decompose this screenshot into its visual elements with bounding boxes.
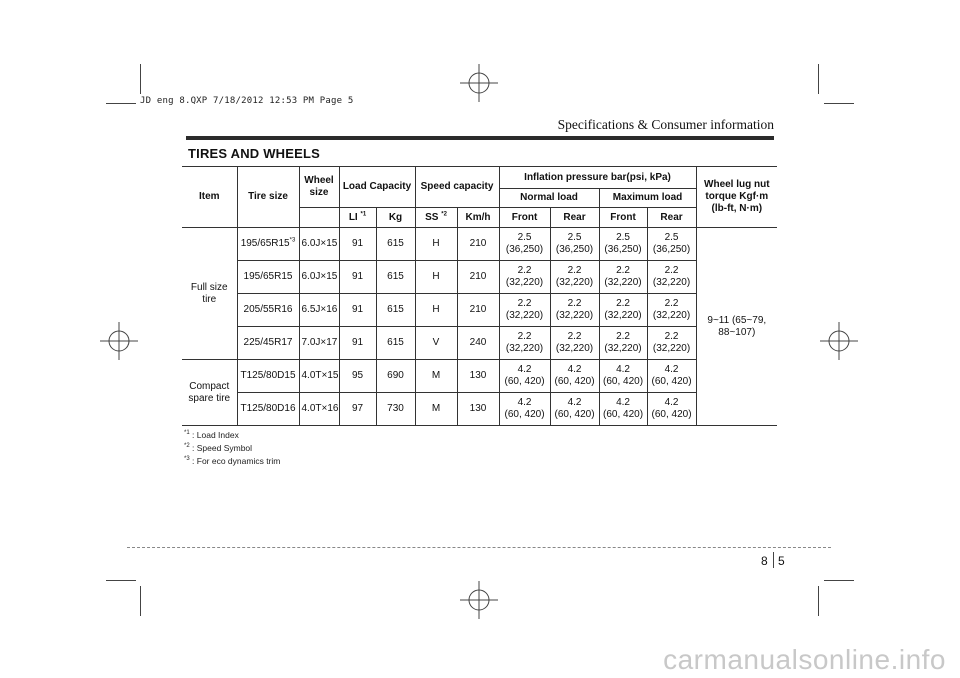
max-rear-cell: 2.2 (32,220)	[647, 294, 696, 327]
crop-mark	[824, 103, 854, 104]
tire-size-cell: 195/65R15$^{*3}$	[237, 228, 299, 261]
table-row	[182, 261, 777, 294]
crop-mark	[818, 586, 819, 616]
max-rear-cell: 2.5 (36,250)	[647, 228, 696, 261]
ss-cell: H	[415, 228, 457, 261]
max-front-cell: 2.2 (32,220)	[599, 261, 647, 294]
footnote-speed-symbol: $^{*2}$ : Speed Symbol	[184, 443, 253, 453]
li-cell: 91	[339, 294, 376, 327]
footnote-eco-trim: $^{*3}$ : For eco dynamics trim	[184, 456, 281, 466]
ss-cell: M	[415, 393, 457, 426]
normal-rear-cell: 2.2 (32,220)	[550, 261, 599, 294]
normal-rear-cell: 4.2 (60, 420)	[550, 360, 599, 393]
table-row	[182, 360, 777, 393]
max-rear-cell: 2.2 (32,220)	[647, 261, 696, 294]
header-load-capacity: Load Capacity	[339, 167, 415, 208]
header-speed-capacity: Speed capacity	[415, 167, 499, 208]
normal-front-cell: 2.5 (36,250)	[499, 228, 550, 261]
tire-size-cell: 225/45R17	[237, 327, 299, 360]
registration-mark-icon	[96, 318, 142, 364]
table-row	[182, 294, 777, 327]
header-rear-max: Rear	[647, 208, 696, 228]
ss-cell: V	[415, 327, 457, 360]
normal-front-cell: 4.2 (60, 420)	[499, 360, 550, 393]
normal-rear-cell: 2.2 (32,220)	[550, 327, 599, 360]
li-cell: 97	[339, 393, 376, 426]
max-front-cell: 2.5 (36,250)	[599, 228, 647, 261]
header-kg: Kg	[376, 208, 415, 228]
tire-spec-table	[182, 166, 777, 426]
kg-cell: 615	[376, 228, 415, 261]
crop-mark	[106, 103, 136, 104]
tire-size-cell: T125/80D16	[237, 393, 299, 426]
page-number-divider	[773, 552, 774, 568]
max-front-cell: 4.2 (60, 420)	[599, 360, 647, 393]
li-cell: 95	[339, 360, 376, 393]
watermark: carmanualsonline.info	[663, 644, 946, 675]
header-front-normal: Front	[499, 208, 550, 228]
kmh-cell: 210	[457, 228, 499, 261]
kmh-cell: 240	[457, 327, 499, 360]
section-title: TIRES AND WHEELS	[188, 146, 321, 161]
ss-cell: H	[415, 261, 457, 294]
table-row	[182, 228, 777, 261]
max-front-cell: 4.2 (60, 420)	[599, 393, 647, 426]
tire-size-cell: T125/80D15	[237, 360, 299, 393]
normal-front-cell: 2.2 (32,220)	[499, 261, 550, 294]
group-full-size-tire: Full size tire	[182, 228, 237, 360]
kg-cell: 615	[376, 294, 415, 327]
wheel-size-cell: 6.5J×16	[299, 294, 339, 327]
max-rear-cell: 4.2 (60, 420)	[647, 360, 696, 393]
header-normal-load: Normal load	[499, 189, 599, 208]
li-cell: 91	[339, 327, 376, 360]
header-wheel-size-blank	[299, 208, 339, 228]
wheel-size-cell: 7.0J×17	[299, 327, 339, 360]
max-front-cell: 2.2 (32,220)	[599, 294, 647, 327]
chapter-number: 8	[761, 554, 768, 568]
max-rear-cell: 4.2 (60, 420)	[647, 393, 696, 426]
wheel-size-cell: 6.0J×15	[299, 228, 339, 261]
registration-mark-icon	[456, 60, 502, 106]
header-li: LI $^{*1}$	[339, 208, 376, 228]
normal-rear-cell: 2.2 (32,220)	[550, 294, 599, 327]
kmh-cell: 130	[457, 360, 499, 393]
running-header: Specifications & Consumer information	[557, 117, 774, 132]
footnote-load-index: $^{*1}$ : Load Index	[184, 430, 239, 440]
lug-nut-torque-cell: 9~11 (65~79, 88~107)	[696, 228, 777, 426]
footer-rule	[127, 547, 831, 548]
wheel-size-cell: 4.0T×16	[299, 393, 339, 426]
header-rule	[186, 136, 774, 140]
max-front-cell: 2.2 (32,220)	[599, 327, 647, 360]
kg-cell: 615	[376, 261, 415, 294]
header-wheel-size: Wheel size	[299, 167, 339, 208]
crop-mark	[140, 64, 141, 94]
li-cell: 91	[339, 228, 376, 261]
tire-size-cell: 205/55R16	[237, 294, 299, 327]
wheel-size-cell: 4.0T×15	[299, 360, 339, 393]
table-row	[182, 327, 777, 360]
print-slug: JD eng 8.QXP 7/18/2012 12:53 PM Page 5	[140, 96, 354, 106]
tire-size-cell: 195/65R15	[237, 261, 299, 294]
header-maximum-load: Maximum load	[599, 189, 696, 208]
kg-cell: 615	[376, 327, 415, 360]
max-rear-cell: 2.2 (32,220)	[647, 327, 696, 360]
crop-mark	[106, 580, 136, 581]
registration-mark-icon	[456, 577, 502, 623]
crop-mark	[824, 580, 854, 581]
header-item: Item	[182, 167, 237, 228]
ss-cell: H	[415, 294, 457, 327]
header-kmh: Km/h	[457, 208, 499, 228]
kg-cell: 690	[376, 360, 415, 393]
normal-front-cell: 2.2 (32,220)	[499, 327, 550, 360]
registration-mark-icon	[816, 318, 862, 364]
kmh-cell: 130	[457, 393, 499, 426]
header-ss: SS $^{*2}$	[415, 208, 457, 228]
ss-cell: M	[415, 360, 457, 393]
normal-rear-cell: 2.5 (36,250)	[550, 228, 599, 261]
header-rear-normal: Rear	[550, 208, 599, 228]
kmh-cell: 210	[457, 294, 499, 327]
group-compact-spare-tire: Compact spare tire	[182, 360, 237, 426]
header-wheel-lug-nut: Wheel lug nut torque Kgf·m (lb-ft, N·m)	[696, 167, 777, 228]
header-inflation-pressure: Inflation pressure bar(psi, kPa)	[499, 167, 696, 189]
li-cell: 91	[339, 261, 376, 294]
wheel-size-cell: 6.0J×15	[299, 261, 339, 294]
normal-front-cell: 4.2 (60, 420)	[499, 393, 550, 426]
crop-mark	[818, 64, 819, 94]
page-number: 5	[778, 554, 785, 568]
table-row	[182, 393, 777, 426]
kmh-cell: 210	[457, 261, 499, 294]
crop-mark	[140, 586, 141, 616]
normal-rear-cell: 4.2 (60, 420)	[550, 393, 599, 426]
header-front-max: Front	[599, 208, 647, 228]
header-tire-size: Tire size	[237, 167, 299, 228]
normal-front-cell: 2.2 (32,220)	[499, 294, 550, 327]
kg-cell: 730	[376, 393, 415, 426]
